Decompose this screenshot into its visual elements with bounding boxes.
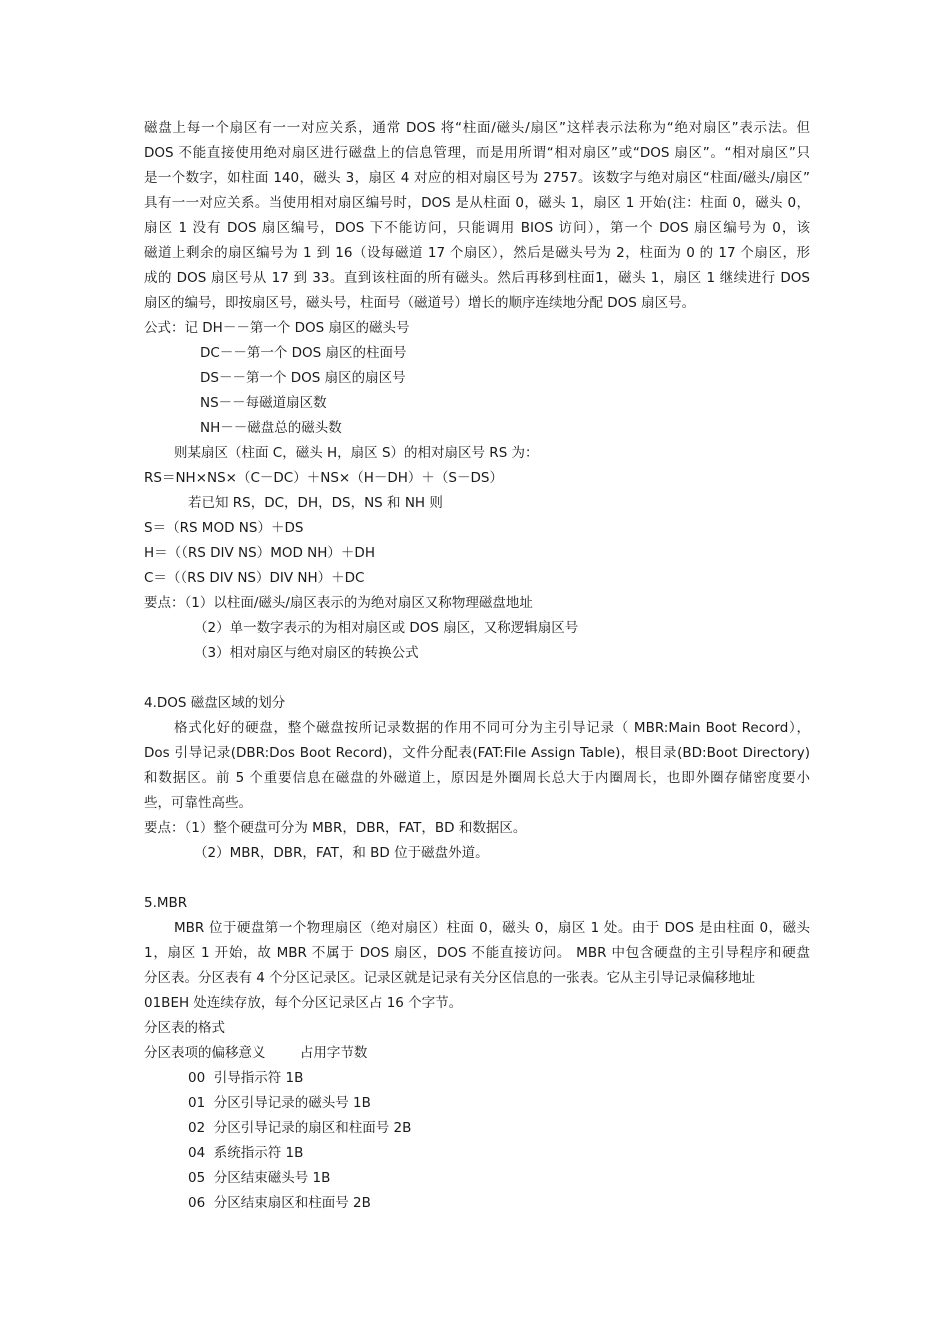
paragraph-line: 1，扇区 1 开始，故 MBR 不属于 DOS 扇区，DOS 不能直接访问。 MBR 中包含硬盘的主引导程序和硬盘 bbox=[144, 945, 810, 961]
paragraph-line: MBR 位于硬盘第一个物理扇区（绝对扇区）柱面 0，磁头 0，扇区 1 处。由于 DOS 是由柱面 0，磁头 bbox=[174, 920, 810, 936]
paragraph-line: Dos 引导记录(DBR:Dos Boot Record)，文件分配表(FAT:File Assign Table)，根目录(BD:Boot Directory) bbox=[144, 745, 810, 761]
rs-formula: RS＝NH×NS×（C－DC）＋NS×（H－DH）＋（S－DS） bbox=[144, 470, 503, 486]
table-row: 06 分区结束扇区和柱面号 2B bbox=[188, 1195, 371, 1211]
table-row: 01 分区引导记录的磁头号 1B bbox=[188, 1095, 371, 1111]
rs-intro: 则某扇区（柱面 C，磁头 H，扇区 S）的相对扇区号 RS 为： bbox=[174, 445, 539, 461]
key-points-label: 要点：（1）整个硬盘可分为 MBR，DBR，FAT，BD 和数据区。 bbox=[144, 820, 527, 836]
key-point: （3）相对扇区与绝对扇区的转换公式 bbox=[194, 645, 419, 661]
paragraph-line: 01BEH 处连续存放，每个分区记录区占 16 个字节。 bbox=[144, 995, 463, 1011]
definition-item: NH－－磁盘总的磁头数 bbox=[200, 420, 342, 436]
table-row: 00 引导指示符 1B bbox=[188, 1070, 304, 1086]
definition-item: DS－－第一个 DOS 扇区的扇区号 bbox=[200, 370, 406, 386]
paragraph-line: 磁盘上每一个扇区有一一对应关系，通常 DOS 将“柱面/磁头/扇区”这样表示法称为“绝对扇区”表示法。但 bbox=[144, 120, 810, 136]
key-point: （2）MBR，DBR，FAT，和 BD 位于磁盘外道。 bbox=[194, 845, 489, 861]
section-heading: 5.MBR bbox=[144, 895, 188, 911]
equation: H＝（（RS DIV NS）MOD NH）＋DH bbox=[144, 545, 375, 561]
paragraph-line: 和数据区。前 5 个重要信息在磁盘的外磁道上，原因是外圈周长总大于内圈周长，也即外圈存储密度要小 bbox=[144, 770, 810, 786]
paragraph-line: 具有一一对应关系。当使用相对扇区编号时，DOS 是从柱面 0，磁头 1，扇区 1 开始(注：柱面 0，磁头 0， bbox=[144, 195, 810, 211]
spacer bbox=[144, 666, 810, 691]
table-row: 02 分区引导记录的扇区和柱面号 2B bbox=[188, 1120, 412, 1136]
table-title: 分区表的格式 bbox=[144, 1020, 225, 1036]
paragraph-line: 分区表。分区表有 4 个分区记录区。记录区就是记录有关分区信息的一张表。它从主引导记录偏移地址 bbox=[144, 970, 756, 986]
paragraph-line: 格式化好的硬盘，整个磁盘按所记录数据的作用不同可分为主引导记录（ MBR:Main Boot Record）， bbox=[174, 720, 810, 736]
paragraph-line: 成的 DOS 扇区号从 17 到 33。直到该柱面的所有磁头。然后再移到柱面1，磁头 1，扇区 1 继续进行 DOS bbox=[144, 270, 810, 286]
section-heading: 4.DOS 磁盘区域的划分 bbox=[144, 695, 286, 711]
table-header: 分区表项的偏移意义 占用字节数 bbox=[144, 1045, 368, 1061]
paragraph-line: 些，可靠性高些。 bbox=[144, 795, 252, 811]
definition-item: NS－－每磁道扇区数 bbox=[200, 395, 327, 411]
known-condition: 若已知 RS，DC，DH，DS，NS 和 NH 则 bbox=[188, 495, 443, 511]
paragraph-line: DOS 不能直接使用绝对扇区进行磁盘上的信息管理，而是用所谓“相对扇区”或“DOS 扇区”。“相对扇区”只 bbox=[144, 145, 810, 161]
paragraph-line: 磁道上剩余的扇区编号为 1 到 16（设每磁道 17 个扇区），然后是磁头号为 2，柱面为 0 的 17 个扇区，形 bbox=[144, 245, 810, 261]
definition-item: DC－－第一个 DOS 扇区的柱面号 bbox=[200, 345, 407, 361]
key-points-label: 要点：（1）以柱面/磁头/扇区表示的为绝对扇区又称物理磁盘地址 bbox=[144, 595, 533, 611]
spacer bbox=[144, 866, 810, 891]
formula-label: 公式：记 DH－－第一个 DOS 扇区的磁头号 bbox=[144, 320, 410, 336]
equation: C＝（（RS DIV NS）DIV NH）＋DC bbox=[144, 570, 365, 586]
paragraph-line: 是一个数字，如柱面 140，磁头 3，扇区 4 对应的相对扇区号为 2757。该数字与绝对扇区“柱面/磁头/扇区” bbox=[144, 170, 810, 186]
paragraph-line: 扇区 1 没有 DOS 扇区编号，DOS 下不能访问，只能调用 BIOS 访问），第一个 DOS 扇区编号为 0，该 bbox=[144, 220, 810, 236]
table-row: 05 分区结束磁头号 1B bbox=[188, 1170, 331, 1186]
paragraph-line: 扇区的编号，即按扇区号，磁头号，柱面号（磁道号）增长的顺序连续地分配 DOS 扇区号。 bbox=[144, 295, 696, 311]
table-row: 04 系统指示符 1B bbox=[188, 1145, 304, 1161]
document-page bbox=[144, 116, 810, 1216]
key-point: （2）单一数字表示的为相对扇区或 DOS 扇区，又称逻辑扇区号 bbox=[194, 620, 579, 636]
equation: S＝（RS MOD NS）＋DS bbox=[144, 520, 304, 536]
